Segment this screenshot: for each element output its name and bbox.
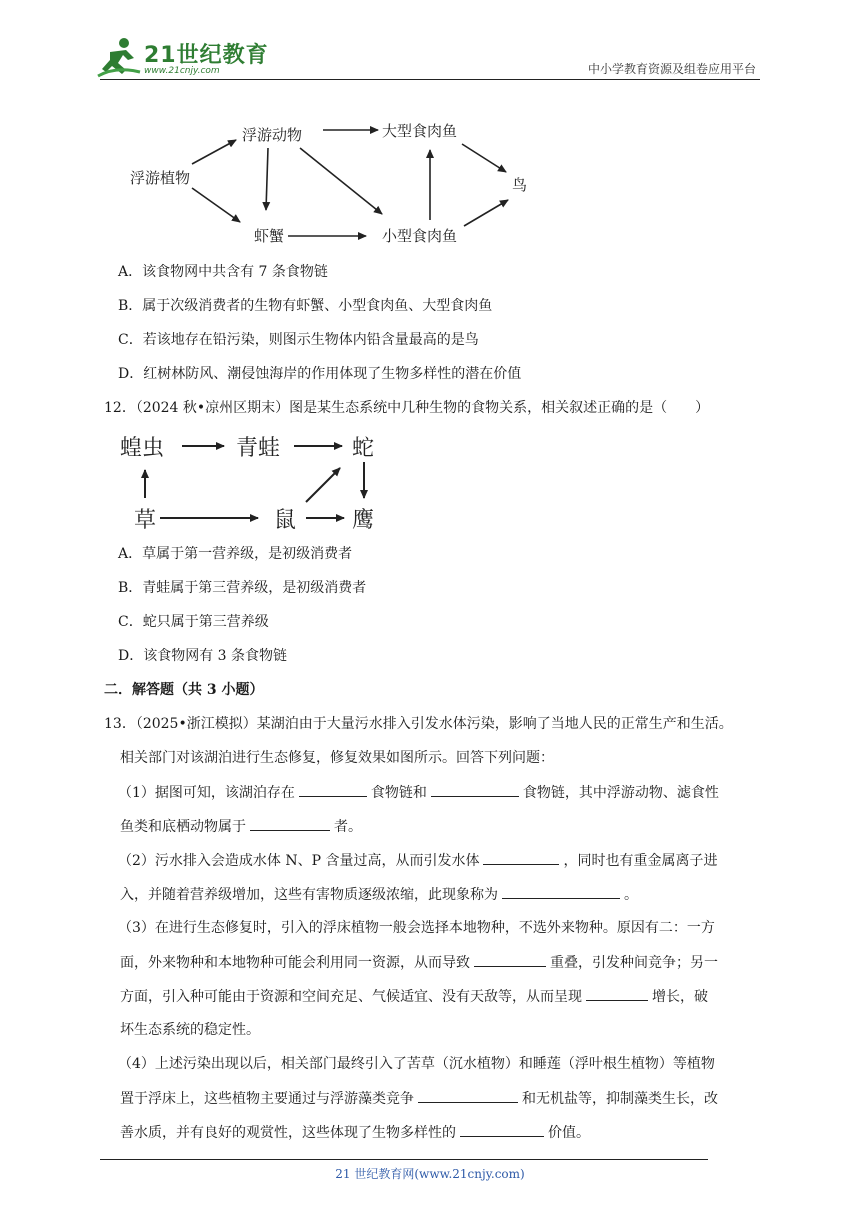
q13-part4-line3 [120, 1122, 590, 1143]
node-grass: 草 [134, 508, 157, 532]
q13-stem-line-2: 相关部门对该湖泊进行生态修复，修复效果如图所示。回答下列问题： [120, 750, 554, 766]
q13-p2-text-a: （2）污水排入会造成水体 N、P 含量过高，从而引发水体 [118, 853, 480, 869]
q13-part2-line1 [118, 850, 717, 871]
q11-option-a[interactable]: A．该食物网中共含有 7 条食物链 [118, 264, 328, 280]
answer-blank[interactable] [250, 816, 330, 831]
node-mouse: 鼠 [274, 508, 297, 532]
q13-p1-text-d: 鱼类和底栖动物属于 [120, 819, 246, 835]
q13-p1-text-e: 者。 [334, 819, 362, 835]
node-frog: 青蛙 [236, 436, 281, 461]
q13-p4-text-c: 和无机盐等，抑制藻类生长，改 [522, 1091, 718, 1107]
node-eagle: 鹰 [352, 508, 375, 532]
q13-part3-line1: （3）在进行生态修复时，引入的浮床植物一般会选择本地物种，不选外来物种。原因有二：一方 [118, 920, 715, 936]
q13-part3-line4: 坏生态系统的稳定性。 [120, 1022, 260, 1038]
answer-blank[interactable] [586, 986, 648, 1001]
q13-part4-line2 [120, 1088, 718, 1109]
footer-divider [100, 1159, 708, 1160]
q13-p2-text-d: 。 [624, 887, 638, 903]
q11-option-d[interactable]: D．红树林防风、潮侵蚀海岸的作用体现了生物多样性的潜在价值 [118, 366, 522, 382]
q13-p2-text-b: ，同时也有重金属离子进 [563, 853, 718, 869]
q13-part1-line1 [118, 782, 719, 803]
food-web-diagram-1 [120, 108, 540, 250]
answer-blank[interactable] [474, 952, 546, 967]
header-platform-text: 中小学教育资源及组卷应用平台 [587, 62, 756, 76]
runner-logo-icon [96, 36, 142, 78]
q13-p1-text-b: 食物链和 [370, 785, 427, 801]
q12-option-a[interactable]: A．草属于第一营养级，是初级消费者 [118, 546, 353, 562]
header-divider [100, 79, 760, 80]
answer-blank[interactable] [502, 884, 620, 899]
q13-part3-line3 [120, 986, 708, 1007]
q13-p4-text-b: 置于浮床上，这些植物主要通过与浮游藻类竞争 [120, 1091, 414, 1107]
node-locust: 蝗虫 [120, 436, 165, 461]
node-zooplankton: 浮游动物 [242, 126, 303, 144]
q13-p3-text-b: 面，外来物种和本地物种可能会利用同一资源，从而导致 [120, 955, 470, 971]
logo-url: www.21cnjy.com [144, 66, 220, 76]
q13-part1-line2 [120, 816, 362, 837]
q13-p2-text-c: 入，并随着营养级增加，这些有害物质逐级浓缩，此现象称为 [120, 887, 498, 903]
q12-option-c[interactable]: C．蛇只属于第三营养级 [118, 614, 269, 630]
node-shrimp-crab: 虾蟹 [254, 227, 285, 245]
q12-option-d[interactable]: D．该食物网有 3 条食物链 [118, 648, 288, 664]
node-bird: 鸟 [512, 176, 528, 194]
node-large-fish: 大型食肉鱼 [382, 122, 458, 140]
q13-part2-line2 [120, 884, 638, 905]
node-small-fish: 小型食肉鱼 [382, 227, 458, 245]
answer-blank[interactable] [460, 1122, 544, 1137]
q13-p3-text-e: 增长，破 [652, 989, 708, 1005]
footer-link[interactable]: 21 世纪教育网(www.21cnjy.com) [335, 1167, 525, 1181]
q12-stem: 12．（2024 秋•凉州区期末）图是某生态系统中几种生物的食物关系，相关叙述正确的是（ ） [104, 400, 710, 416]
answer-blank[interactable] [483, 850, 559, 865]
q13-part3-line2 [120, 952, 718, 973]
q13-p4-text-e: 价值。 [548, 1125, 590, 1141]
q11-option-b[interactable]: B．属于次级消费者的生物有虾蟹、小型食肉鱼、大型食肉鱼 [118, 298, 493, 314]
answer-blank[interactable] [418, 1088, 518, 1103]
q11-option-c[interactable]: C．若该地存在铅污染，则图示生物体内铅含量最高的是鸟 [118, 332, 479, 348]
q13-stem-line-1: 13．（2025•浙江模拟）某湖泊由于大量污水排入引发水体污染，影响了当地人民的正常生产和生活。 [104, 716, 733, 732]
logo [96, 36, 269, 80]
logo-text: 21世纪教育 [144, 43, 269, 68]
node-snake: 蛇 [352, 436, 375, 461]
food-web-diagram-2 [112, 428, 392, 532]
answer-blank[interactable] [431, 782, 519, 797]
answer-blank[interactable] [299, 782, 367, 797]
section-title: 二．解答题（共 3 小题） [104, 682, 264, 698]
q13-p3-text-c: 重叠，引发种间竞争；另一 [550, 955, 718, 971]
q13-p3-text-d: 方面，引入种可能由于资源和空间充足、气候适宜、没有天敌等，从而呈现 [120, 989, 582, 1005]
q12-option-b[interactable]: B．青蛙属于第三营养级，是初级消费者 [118, 580, 367, 596]
q13-p4-text-d: 善水质，并有良好的观赏性，这些体现了生物多样性的 [120, 1125, 456, 1141]
node-plankton-plant: 浮游植物 [130, 169, 191, 187]
q13-part4-line1: （4）上述污染出现以后，相关部门最终引入了苦草（沉水植物）和睡莲（浮叶根生植物）等植物 [118, 1056, 715, 1072]
q13-p1-text-a: （1）据图可知，该湖泊存在 [118, 785, 295, 801]
q13-p1-text-c: 食物链，其中浮游动物、滤食性 [522, 785, 719, 801]
